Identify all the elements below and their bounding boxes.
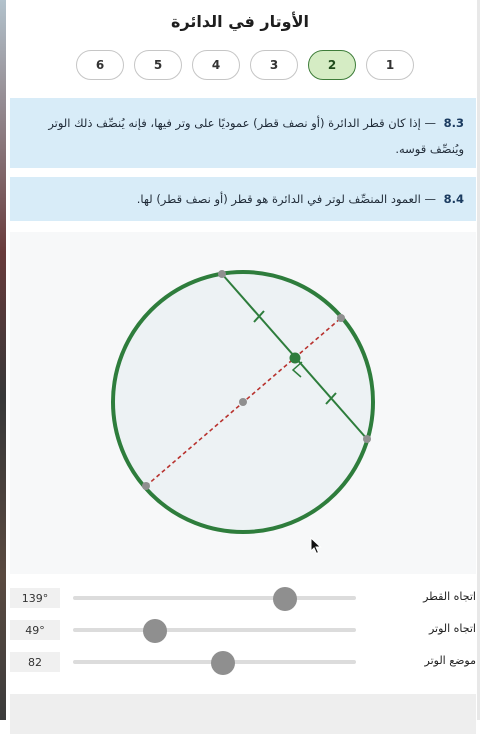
theorem-8-3 <box>10 98 476 168</box>
theorem-number: 8.4 <box>443 192 464 206</box>
bottom-panel <box>10 694 476 734</box>
tab-1[interactable]: 1 <box>366 50 414 80</box>
tab-5[interactable]: 5 <box>134 50 182 80</box>
theorem-8-4 <box>10 177 476 221</box>
slider-value: 82 <box>10 652 60 672</box>
center-point <box>239 398 247 406</box>
chord-endpoint[interactable] <box>218 270 226 278</box>
tab-4[interactable]: 4 <box>192 50 240 80</box>
slider-track[interactable] <box>73 628 356 632</box>
diameter-endpoint[interactable] <box>142 482 150 490</box>
theorem-text: — العمود المنصِّف لوتر في الدائرة هو قطر (أو نصف قطر) لها. <box>136 192 436 206</box>
slider-chord-position <box>10 650 476 674</box>
slider-track[interactable] <box>73 596 356 600</box>
tab-3[interactable]: 3 <box>250 50 298 80</box>
page-title: الأوتار في الدائرة <box>171 12 309 31</box>
slider-label: اتجاه القطر <box>423 590 476 603</box>
chord-midpoint <box>290 353 301 364</box>
slider-thumb[interactable] <box>211 651 235 675</box>
slider-chord-direction <box>10 618 476 642</box>
theorem-text: — إذا كان قطر الدائرة (أو نصف قطر) عموديًا على وتر فيها، فإنه يُنصِّف ذلك الوتر ويُنصِّف قوسه. <box>48 116 464 156</box>
mouse-pointer-icon <box>310 537 322 555</box>
slider-value: 49° <box>10 620 60 640</box>
slider-label: موضع الوتر <box>424 654 476 667</box>
tab-6[interactable]: 6 <box>76 50 124 80</box>
slider-label: اتجاه الوتر <box>428 622 476 635</box>
slider-thumb[interactable] <box>143 619 167 643</box>
diameter-endpoint[interactable] <box>337 314 345 322</box>
tab-2[interactable]: 2 <box>308 50 356 80</box>
window-edge <box>0 0 6 720</box>
tab-bar <box>74 50 414 82</box>
slider-thumb[interactable] <box>273 587 297 611</box>
circle-figure <box>10 232 476 574</box>
slider-track[interactable] <box>73 660 356 664</box>
slider-diameter-direction <box>10 586 476 610</box>
slider-value: 139° <box>10 588 60 608</box>
theorem-number: 8.3 <box>443 116 464 130</box>
circle-diagram <box>10 232 476 574</box>
chord-endpoint[interactable] <box>363 435 371 443</box>
